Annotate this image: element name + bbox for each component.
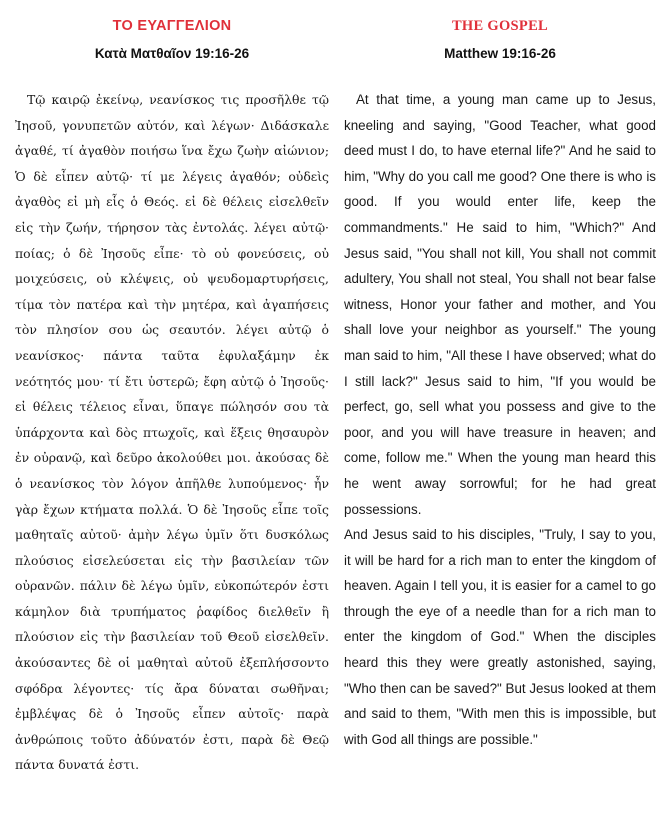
greek-text [15,87,329,778]
english-paragraph-1: At that time, a young man came up to Jesus, kneeling and saying, "Good Teacher, what good deed must I do, to have eternal life?" And he said to him, "Why do you call me good? One there is who is good. If you would enter life, keep the commandments." He said to him, "Which?" And Jesus said, "You shall not kill, You shall not commit adultery, You shall not steal, You shall not bear false witness, Honor your father and mother, and You shall love your neighbor as yourself." The young man said to him, "All these I have observed; what do I still lack?" Jesus said to him, "If you would be perfect, go, sell what you possess and give to the poor, and you will have treasure in heaven; and come, follow me." When the young man heard this he went away sorrowful; for he had great possessions. [344,92,656,517]
english-reference: Matthew 19:16-26 [444,46,556,61]
greek-reference: Κατὰ Ματθαῖον 19:16-26 [94,46,250,61]
greek-title: ΤΟ ΕΥΑΓΓΕΛΙΟΝ [112,18,232,34]
english-title: THE GOSPEL [451,18,549,34]
english-text [344,87,656,752]
greek-paragraph: Τῷ καιρῷ ἐκείνῳ, νεανίσκος τις προσῆλθε τῷ Ἰησοῦ, γονυπετῶν αὐτόν, καὶ λέγων· Διδάσκαλε ἀγαθέ, τί ἀγαθὸν ποιήσω ἵνα ἔχω ζωὴν αἰώνιον; Ὁ δὲ εἶπεν αὐτῷ· τί με λέγεις ἀγαθόν; οὐδεὶς ἀγαθὸς εἰ μὴ εἷς ὁ Θεός. εἰ δὲ θέλεις εἰσελθεῖν εἰς τὴν ζωήν, τήρησον τὰς ἐντολάς. λέγει αὐτῷ· ποίας; ὁ δὲ Ἰησοῦς εἶπε· τὸ οὐ φονεύσεις, οὐ μοιχεύσεις, οὐ κλέψεις, οὐ ψευδομαρτυρήσεις, τίμα τὸν πατέρα καὶ τὴν μητέρα, καὶ ἀγαπήσεις τὸν πλησίον σου ὡς σεαυτόν. λέγει αὐτῷ ὁ νεανίσκος· πάντα ταῦτα ἐφυλαξάμην ἐκ νεότητός μου· τί ἔτι ὑστερῶ; ἔφη αὐτῷ ὁ Ἰησοῦς· εἰ θέλεις τέλειος εἶναι, ὕπαγε πώλησόν σου τὰ ὑπάρχοντα καὶ δὸς πτωχοῖς, καὶ ἕξεις θησαυρὸν ἐν οὐρανῷ, καὶ δεῦρο ἀκολούθει μοι. ἀκούσας δὲ ὁ νεανίσκος τὸν λόγον ἀπῆλθε λυπούμενος· ἦν γὰρ ἔχων κτήματα πολλά. Ὁ δὲ Ἰησοῦς εἶπε τοῖς μαθηταῖς αὐτοῦ· ἀμὴν λέγω ὑμῖν ὅτι δυσκόλως πλούσιος εἰσελεύσεται εἰς τὴν βασιλείαν τῶν οὐρανῶν. πάλιν δὲ λέγω ὑμῖν, εὐκοπώτερόν ἐστι κάμηλον διὰ τρυπήματος ῥαφίδος διελθεῖν ἢ πλούσιον εἰς τὴν βασιλείαν τοῦ Θεοῦ εἰσελθεῖν. ἀκούσαντες δὲ οἱ μαθηταὶ αὐτοῦ ἐξεπλήσσοντο σφόδρα λέγοντες· τίς ἄρα δύναται σωθῆναι; ἐμβλέψας δὲ ὁ Ἰησοῦς εἶπεν αὐτοῖς· παρὰ ἀνθρώποις τοῦτο ἀδύνατόν ἐστι, παρὰ δὲ Θεῷ πάντα δυνατά ἐστι. [15,92,329,773]
english-paragraph-2: And Jesus said to his disciples, "Truly, I say to you, it will be hard for a rich man to enter the kingdom of heaven. Again I tell you, it is easier for a camel to go through the eye of a needle than for a rich man to enter the kingdom of God." When the disciples heard this they were greatly astonished, saying, "Who then can be saved?" But Jesus looked at them and said to them, "With men this is impossible, but with God all things are possible." [344,527,656,747]
